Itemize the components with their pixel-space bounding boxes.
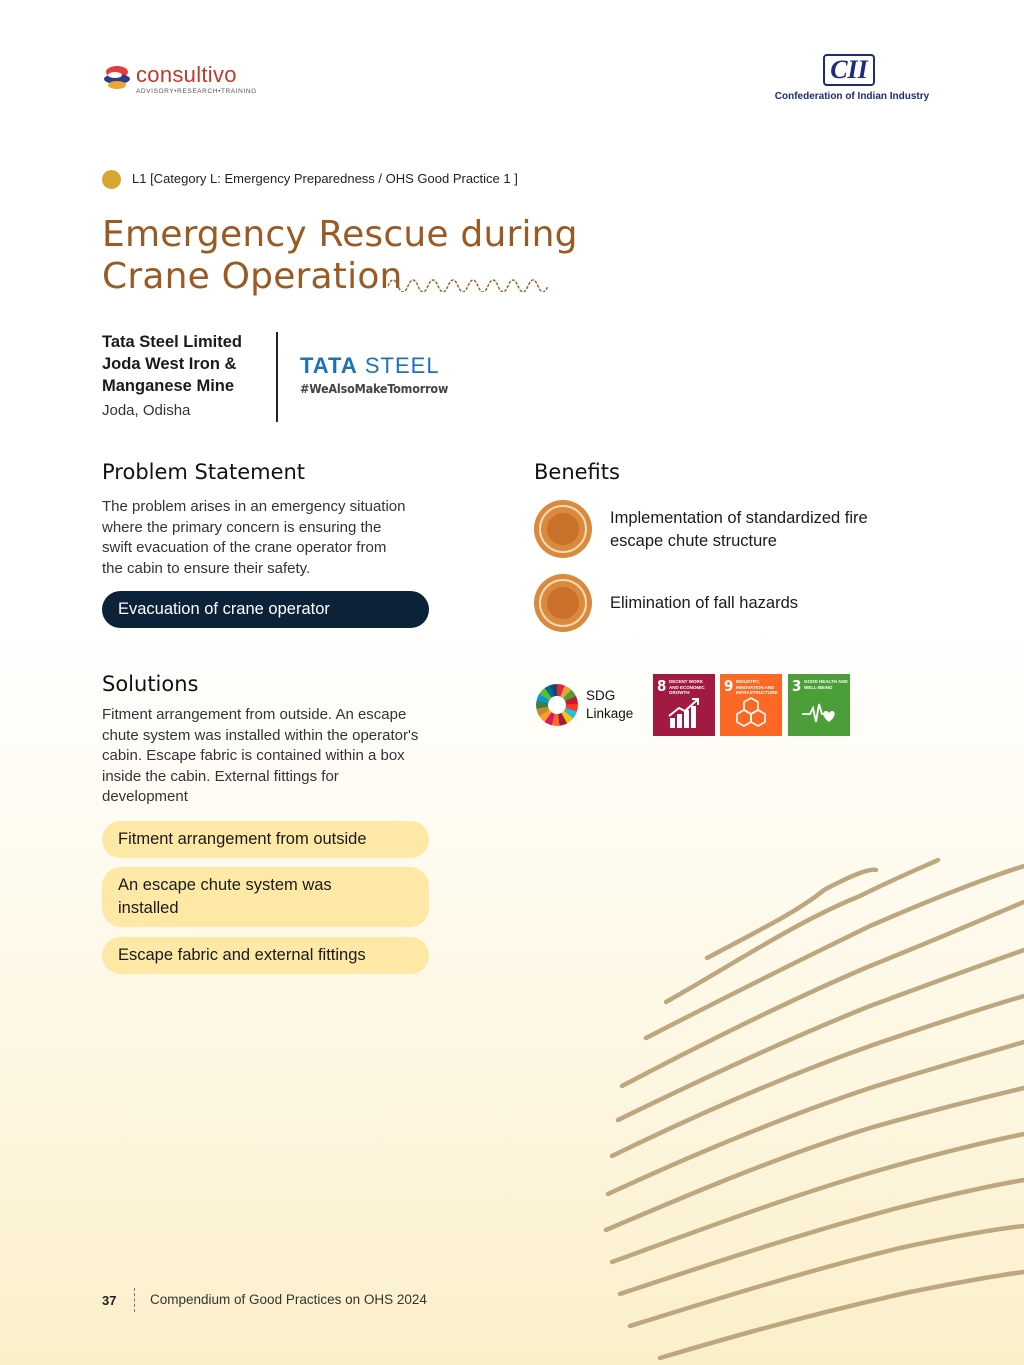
solutions-line-2: chute system was installed within the operator's (102, 726, 419, 744)
solutions-text (102, 705, 482, 808)
sdg-8-caption: DECENT WORK AND ECONOMIC GROWTH (669, 679, 705, 695)
solution-pill-2-line-1: An escape chute system was (118, 876, 332, 894)
problem-highlight-pill: Evacuation of crane operator (102, 591, 429, 628)
category-label: L1 [Category L: Emergency Preparedness / OHS Good Practice 1 ] (132, 171, 518, 186)
steel-wordmark: STEEL (357, 353, 440, 378)
tata-steel-wordmark (300, 353, 450, 379)
growth-chart-icon (667, 696, 701, 730)
page-title (102, 214, 662, 298)
benefit-1-text (610, 507, 950, 553)
sdg-3-number: 3 (792, 677, 802, 695)
company-divider (276, 332, 278, 422)
benefits-heading: Benefits (534, 460, 620, 484)
sdg-tile-9 (720, 674, 782, 736)
sdg-8-number: 8 (657, 677, 667, 695)
consultivo-logo (102, 60, 262, 100)
title-line-1: Emergency Rescue during (102, 214, 578, 255)
sdg-9-caption: INDUSTRY, INNOVATION AND INFRASTRUCTURE (736, 679, 778, 695)
footer-title: Compendium of Good Practices on OHS 2024 (150, 1292, 427, 1307)
problem-line-1: The problem arises in an emergency situation (102, 498, 406, 515)
problem-heading: Problem Statement (102, 460, 306, 484)
company-name-line-1: Tata Steel Limited (102, 333, 242, 351)
problem-line-2: where the primary concern is ensuring the (102, 518, 382, 536)
solutions-heading: Solutions (102, 672, 199, 696)
page-number: 37 (102, 1293, 117, 1308)
benefit-1-line-2: escape chute structure (610, 532, 777, 550)
consultivo-tagline: ADVISORY•RESEARCH•TRAINING (136, 88, 257, 95)
cii-logo (772, 54, 932, 106)
title-line-2: Crane Operation (102, 256, 403, 297)
company-name (102, 331, 272, 397)
tata-wordmark-bold: TATA (300, 353, 358, 378)
sdg-label-line-2: Linkage (586, 706, 634, 721)
consultivo-name: consultivo (136, 62, 237, 87)
sdg-tile-8 (653, 674, 715, 736)
solution-pill-3: Escape fabric and external fittings (102, 937, 429, 974)
problem-line-4: the cabin to ensure their safety. (102, 559, 311, 577)
cubes-icon (734, 696, 768, 730)
solutions-line-5: development (102, 788, 188, 805)
sdg-3-caption: GOOD HEALTH AND WELL-BEING (804, 679, 848, 690)
squiggle-decoration-icon (386, 272, 552, 292)
solutions-line-3: cabin. Escape fabric is contained within a box (102, 747, 405, 764)
solution-pill-2-line-2: installed (118, 899, 179, 917)
solutions-line-1: Fitment arrangement from outside. An escape (102, 706, 407, 723)
sdg-9-number: 9 (724, 677, 734, 695)
sdg-label-line-1: SDG (586, 688, 616, 703)
category-dot (102, 170, 121, 189)
company-location: Joda, Odisha (102, 402, 191, 419)
cii-caption: Confederation of Indian Industry (774, 91, 930, 102)
sdg-tile-3 (788, 674, 850, 736)
tata-steel-logo (300, 353, 450, 403)
benefit-2-text: Elimination of fall hazards (610, 594, 799, 612)
solution-pill-1: Fitment arrangement from outside (102, 821, 429, 858)
company-name-line-2: Joda West Iron & (102, 355, 237, 373)
sdg-wheel-icon (536, 684, 578, 726)
heartbeat-icon (802, 696, 836, 730)
sdg-label (586, 687, 633, 723)
benefit-1-line-1: Implementation of standardized fire (610, 509, 868, 527)
benefit-2-icon (534, 574, 592, 632)
footer-divider (134, 1288, 135, 1312)
benefit-1-icon (534, 500, 592, 558)
problem-text (102, 497, 482, 579)
company-name-line-3: Manganese Mine (102, 377, 235, 395)
decorative-lines (600, 850, 1024, 1365)
solution-pill-2 (102, 867, 429, 927)
consultivo-mark-icon (102, 62, 134, 92)
cii-letters: CII (830, 55, 868, 84)
tata-hashtag: #WeAlsoMakeTomorrow (300, 381, 449, 396)
solutions-line-4: inside the cabin. External fittings for (102, 767, 339, 785)
problem-line-3: swift evacuation of the crane operator from (102, 539, 387, 556)
